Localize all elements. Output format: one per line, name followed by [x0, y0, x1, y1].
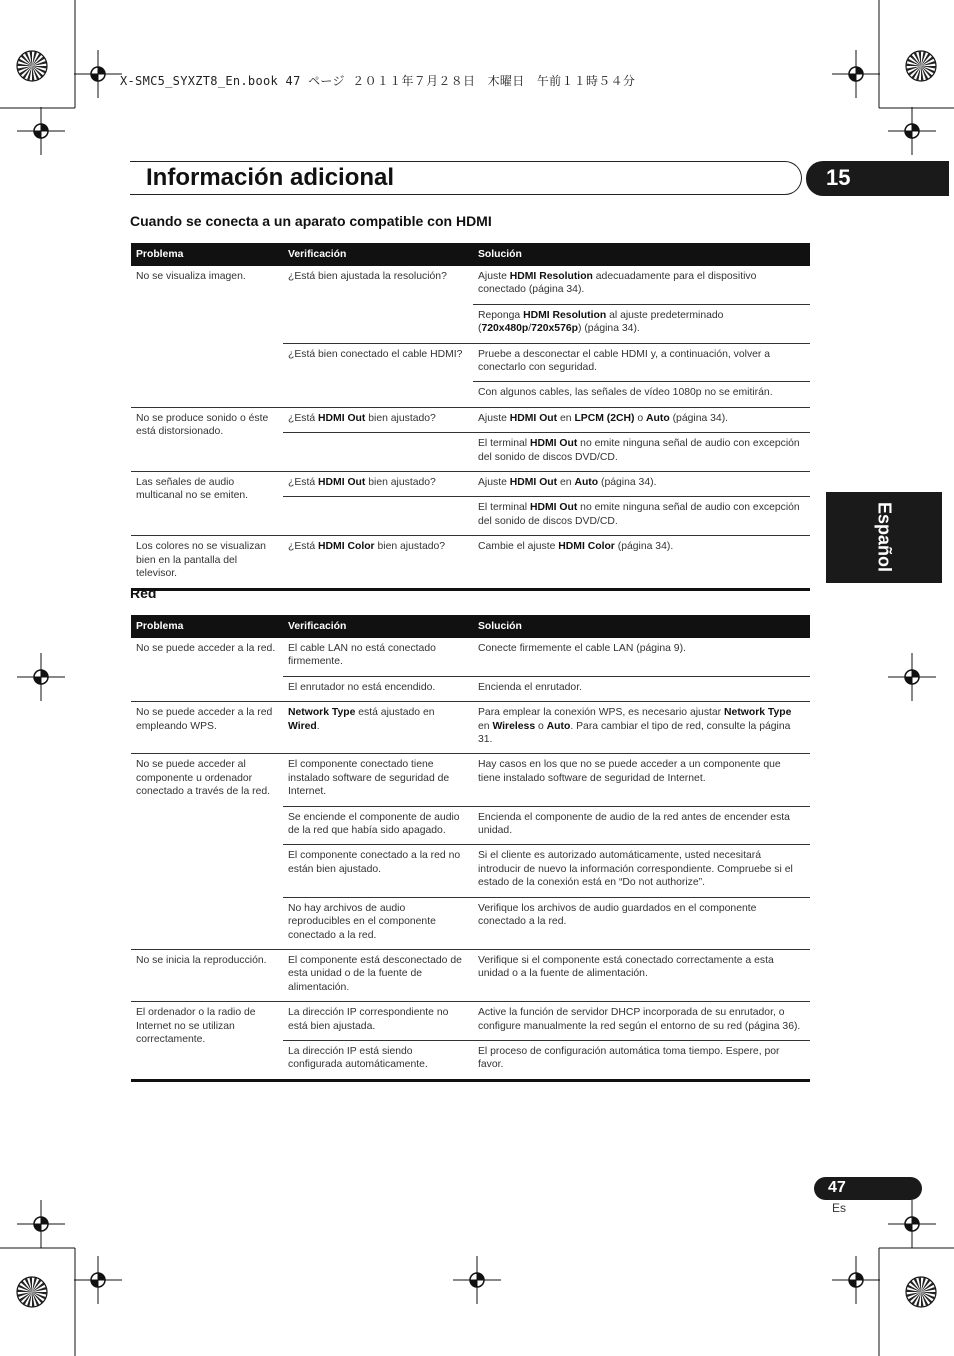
hdmi-troubleshooting-table — [131, 243, 810, 591]
bold-term: Wired — [288, 720, 317, 732]
text-run: Conecte firmemente el cable LAN (página 9). — [478, 643, 686, 654]
solution-cell — [473, 536, 810, 589]
text-run: Cambie el ajuste — [478, 541, 559, 553]
network-troubleshooting-table — [131, 615, 810, 1082]
table-row — [131, 638, 810, 676]
text-run: Ajuste — [478, 412, 510, 424]
solution-cell — [473, 702, 810, 754]
solution-cell — [473, 949, 810, 1001]
text-run: Ajuste — [478, 477, 510, 489]
text-run: bien ajustado? — [365, 412, 436, 424]
text-run: ¿Está — [288, 477, 319, 489]
starburst-mark-icon — [15, 1275, 49, 1309]
check-cell — [283, 472, 473, 497]
text-run: Encienda el componente de audio de la red antes de encender esta unidad. — [478, 811, 790, 837]
solution-cell — [473, 754, 810, 806]
text-run: Encienda el enrutador. — [478, 681, 582, 693]
column-header-problem: Problema — [131, 243, 283, 266]
text-run: Ajuste — [478, 271, 510, 282]
check-cell — [283, 266, 473, 343]
crosshair-mark-icon — [826, 1250, 886, 1310]
text-run: No hay archivos de audio reproducibles en el componente conectado a la red. — [288, 902, 436, 941]
check-cell — [283, 845, 473, 897]
problem-cell: Los colores no se visualizan bien en la pantalla del televisor. — [131, 536, 283, 589]
check-cell — [283, 754, 473, 806]
text-run: Se enciende el componente de audio de la red que había sido apagado. — [288, 811, 460, 837]
text-run: El componente está desconectado de esta unidad o de la fuente de alimentación. — [288, 954, 462, 993]
bold-term: 720x480p — [481, 323, 529, 335]
text-run: Pruebe a desconectar el cable HDMI y, a continuación, volver a conectarlo con seguridad. — [478, 348, 771, 374]
text-run: ¿Está — [288, 541, 319, 553]
crosshair-mark-icon — [826, 44, 886, 104]
text-run: ¿Está — [288, 412, 319, 424]
text-run: Verifique si el componente está conectado correctamente a esta unidad o a la fuente de alimentación. — [478, 954, 774, 980]
text-run: Con algunos cables, las señales de vídeo 1080p no se emitirán. — [478, 387, 773, 399]
table-row — [131, 266, 810, 304]
crosshair-mark-icon — [882, 101, 942, 161]
bold-term: Auto — [574, 477, 599, 489]
text-run: ) (página 34). — [577, 323, 640, 335]
language-side-tab-label: Español — [874, 501, 895, 573]
solution-cell — [473, 897, 810, 949]
bold-term: HDMI Resolution — [523, 309, 607, 321]
bold-term: HDMI Resolution — [509, 271, 593, 282]
bold-term: Network Type — [724, 707, 792, 719]
bold-term: LPCM (2CH) — [574, 412, 635, 424]
text-run: no emite ninguna señal de audio con excepción del sonido de discos DVD/CD. — [478, 502, 800, 527]
bold-term: Auto — [546, 720, 571, 732]
table-row — [131, 702, 810, 754]
bold-term: Auto — [646, 412, 670, 424]
text-run: bien ajustado? — [365, 477, 436, 489]
language-side-tab — [826, 492, 942, 583]
print-header-line: X-SMC5_SYXZT8_En.book 47 ページ ２０１１年７月２８日 木曜日 午前１１時５４分 — [120, 74, 636, 88]
starburst-mark-icon — [15, 49, 49, 83]
solution-cell — [473, 343, 810, 382]
crosshair-mark-icon — [882, 1194, 942, 1254]
text-run: El componente conectado a la red no están bien ajustado. — [288, 850, 461, 875]
text-run: El componente conectado tiene instalado software de seguridad de Internet. — [288, 759, 450, 798]
solution-cell — [473, 638, 810, 676]
solution-cell — [473, 1002, 810, 1041]
problem-cell: El ordenador o la radio de Internet no se utilizan correctamente. — [131, 1002, 283, 1081]
text-run: / — [528, 323, 532, 335]
column-header-solution: Solución — [473, 243, 810, 266]
check-cell — [283, 433, 473, 472]
page-language-code: Es — [832, 1201, 847, 1215]
text-run: Active la función de servidor DHCP incorporada de su enrutador, o configure manualmente la red según el entorno de su red (página 36). — [478, 1007, 801, 1032]
text-run: El terminal — [478, 438, 530, 450]
bold-term: 720x576p — [531, 323, 578, 335]
table-row — [131, 1002, 810, 1041]
problem-cell: No se puede acceder a la red. — [136, 643, 276, 654]
table-header-row — [131, 243, 810, 266]
text-run: Para emplear la conexión WPS, es necesario ajustar — [478, 707, 725, 719]
column-header-solution: Solución — [473, 615, 810, 638]
column-header-check: Verificación — [283, 615, 473, 638]
text-run: Verifique los archivos de audio guardados en el componente conectado a la red. — [478, 902, 757, 928]
crosshair-mark-icon — [68, 44, 128, 104]
text-run: (página 34). — [598, 477, 657, 489]
check-cell — [283, 897, 473, 949]
solution-cell — [473, 806, 810, 845]
check-cell — [283, 536, 473, 589]
solution-cell — [473, 676, 810, 701]
text-run: o — [535, 720, 547, 732]
check-cell — [283, 407, 473, 432]
chapter-title: Información adicional — [146, 164, 395, 191]
text-run: Reponga — [478, 309, 524, 321]
check-cell — [283, 1040, 473, 1080]
column-header-check: Verificación — [283, 243, 473, 266]
text-run: . Para cambiar el tipo de red, consulte la página 31. — [478, 720, 791, 746]
text-run: (página 34). — [669, 412, 729, 424]
problem-cell: No se inicia la reproducción. — [131, 949, 283, 1001]
check-cell — [283, 676, 473, 701]
text-run: está ajustado en — [355, 707, 435, 719]
starburst-mark-icon — [904, 49, 938, 83]
text-run: El cable LAN no está conectado firmemente. — [288, 643, 436, 668]
text-run: . — [316, 720, 320, 732]
text-run: en — [557, 477, 575, 489]
text-run: Hay casos en los que no se puede acceder a un componente que tiene instalado software de seguridad de Internet. — [478, 759, 781, 784]
table-row — [131, 407, 810, 432]
solution-cell — [473, 382, 810, 407]
check-cell — [283, 1002, 473, 1041]
text-run: bien ajustado? — [374, 541, 446, 553]
crosshair-mark-icon — [11, 101, 71, 161]
text-run: El enrutador no está encendido. — [288, 681, 436, 693]
solution-cell — [473, 407, 810, 432]
solution-cell — [473, 1040, 810, 1080]
text-run: adecuadamente para el dispositivo conectado (página 34). — [478, 271, 757, 296]
solution-cell — [473, 845, 810, 897]
text-run: El proceso de configuración automática toma tiempo. Espere, por favor. — [478, 1045, 780, 1071]
table-header-row — [131, 615, 810, 638]
text-run: en — [478, 720, 493, 732]
text-run: Si el cliente es autorizado automáticamente, usted necesitará introducir de nuevo la información correspondiente. Compruebe si el estado de la conexión está en “Do not authorize”. — [478, 850, 793, 889]
crosshair-mark-icon — [11, 647, 71, 707]
bold-term: HDMI Out — [509, 412, 558, 424]
text-run: en — [557, 412, 575, 424]
text-run: El terminal — [478, 502, 530, 514]
crosshair-mark-icon — [447, 1250, 507, 1310]
text-run: La dirección IP está siendo configurada automáticamente. — [288, 1045, 428, 1071]
crosshair-mark-icon — [882, 647, 942, 707]
crosshair-mark-icon — [11, 1194, 71, 1254]
text-run: La dirección IP correspondiente no está bien ajustada. — [288, 1007, 449, 1032]
bold-term: HDMI Out — [529, 438, 578, 450]
text-run: al ajuste predeterminado ( — [478, 309, 724, 335]
text-run: ¿Está bien ajustada la resolución? — [288, 271, 447, 282]
problem-cell: No se visualiza imagen. — [136, 271, 246, 282]
table-row — [131, 536, 810, 589]
chapter-number: 15 — [826, 165, 851, 190]
text-run: o — [634, 412, 647, 424]
check-cell — [283, 497, 473, 536]
hdmi-section-heading: Cuando se conecta a un aparato compatible con HDMI — [130, 213, 492, 229]
check-cell — [283, 343, 473, 407]
problem-cell: No se puede acceder al componente u ordenador conectado a través de la red. — [131, 754, 283, 949]
table-row — [131, 949, 810, 1001]
solution-cell — [473, 266, 810, 304]
problem-cell: No se puede acceder a la red empleando WPS. — [131, 702, 283, 754]
bold-term: Wireless — [492, 720, 536, 732]
bold-term: HDMI Out — [529, 502, 578, 514]
text-run: no emite ninguna señal de audio con excepción del sonido de discos DVD/CD. — [478, 438, 800, 463]
bold-term: Network Type — [288, 707, 356, 719]
starburst-mark-icon — [904, 1275, 938, 1309]
bold-term: HDMI Color — [318, 541, 375, 553]
network-section-heading: Red — [130, 585, 157, 601]
problem-cell: No se produce sonido o éste está distorsionado. — [131, 407, 283, 471]
text-run: (página 34). — [614, 541, 674, 553]
solution-cell — [473, 497, 810, 536]
bold-term: HDMI Color — [558, 541, 615, 553]
check-cell — [283, 806, 473, 845]
bold-term: HDMI Out — [318, 477, 366, 489]
text-run: ¿Está bien conectado el cable HDMI? — [288, 348, 463, 360]
bold-term: HDMI Out — [318, 412, 366, 424]
check-cell — [283, 702, 473, 754]
solution-cell — [473, 472, 810, 497]
column-header-problem: Problema — [131, 615, 283, 638]
solution-cell — [473, 433, 810, 472]
check-cell — [283, 949, 473, 1001]
check-cell — [283, 638, 473, 676]
bold-term: HDMI Out — [509, 477, 558, 489]
solution-cell — [473, 304, 810, 343]
page-number: 47 — [828, 1179, 846, 1196]
table-row — [131, 754, 810, 806]
table-row — [131, 472, 810, 497]
crosshair-mark-icon — [68, 1250, 128, 1310]
problem-cell: Las señales de audio multicanal no se emiten. — [131, 472, 283, 536]
